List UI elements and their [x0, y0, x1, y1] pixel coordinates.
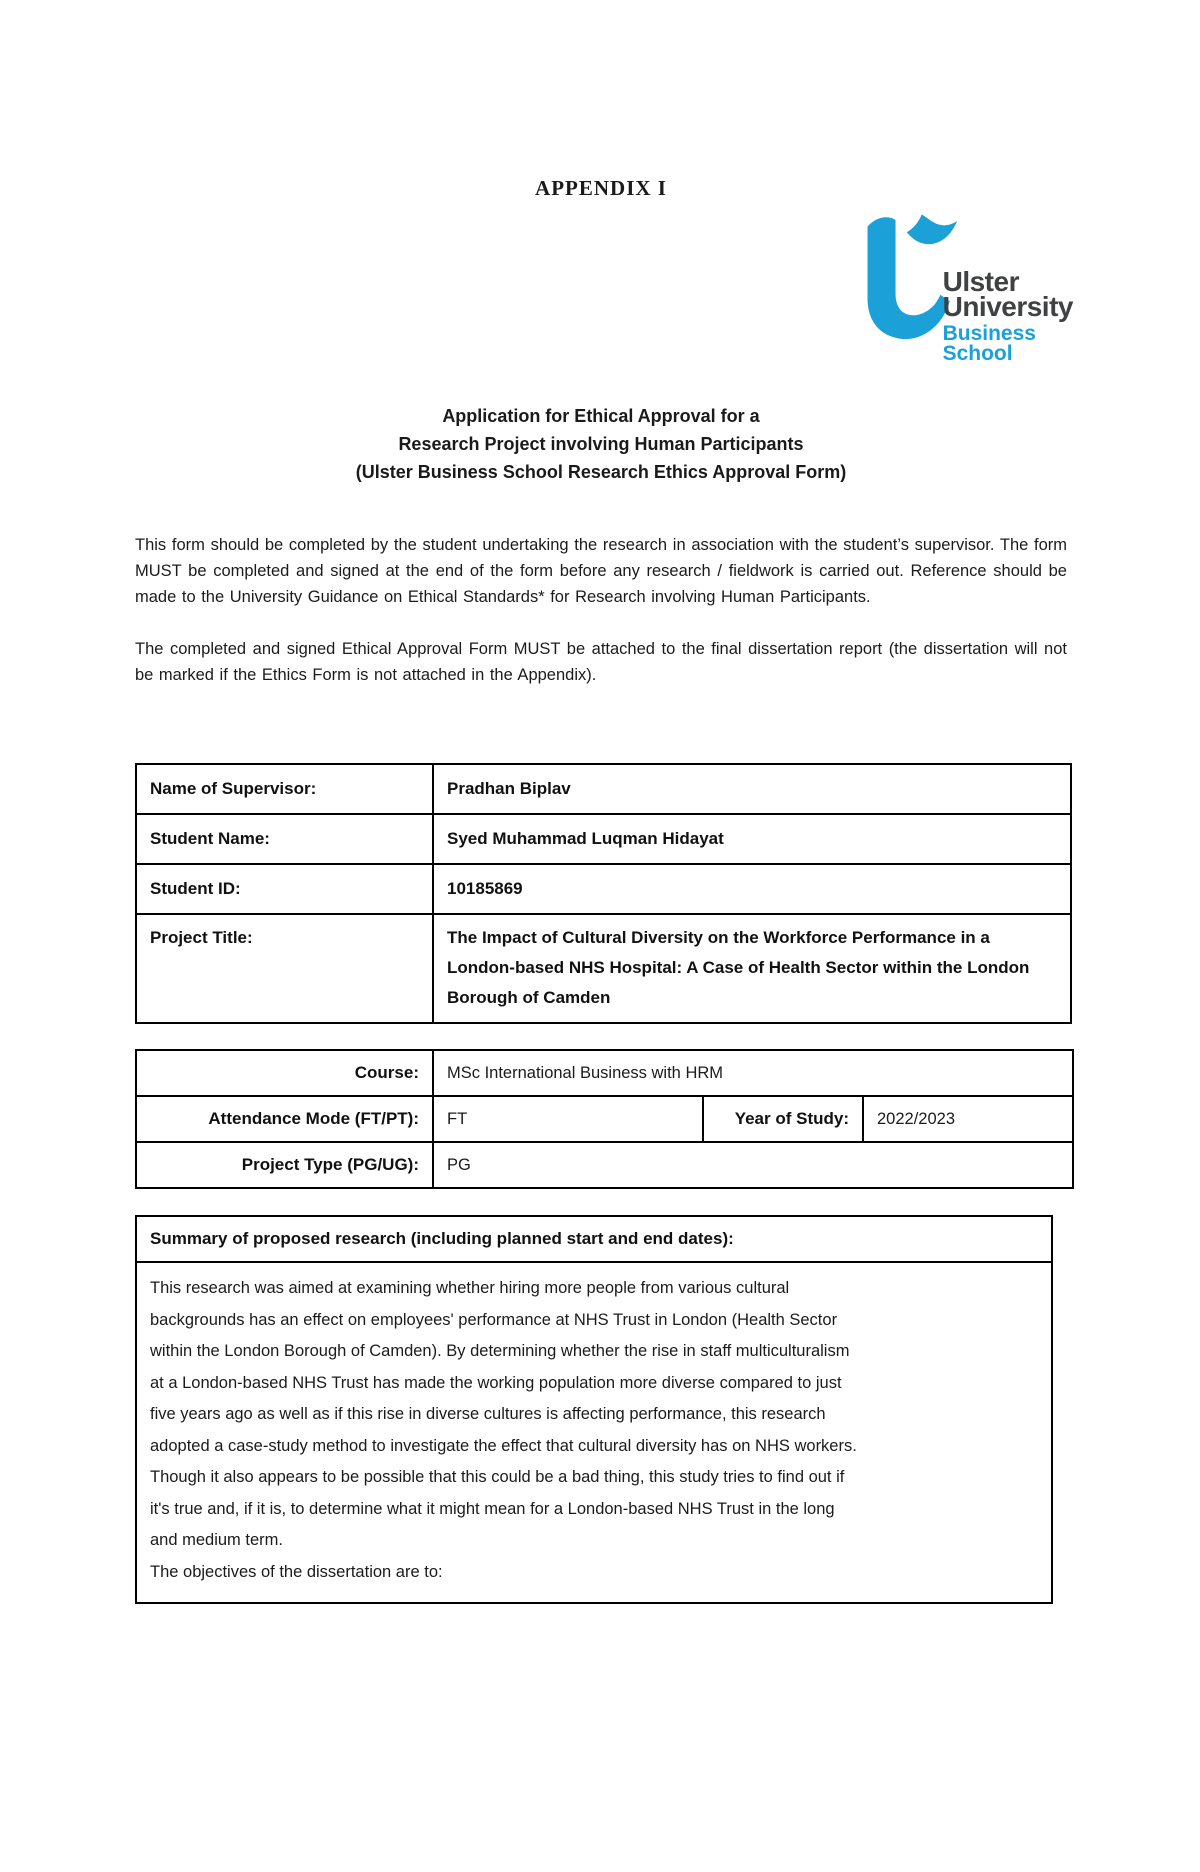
table-row [136, 1142, 1073, 1188]
project-title-label: Project Title: [136, 914, 433, 1023]
table-row [136, 914, 1071, 1023]
table-row [136, 1050, 1073, 1096]
table-row [136, 814, 1071, 864]
appendix-heading: APPENDIX I [535, 176, 667, 200]
course-value: MSc International Business with HRM [433, 1050, 1073, 1096]
logo-brand-name [942, 266, 1073, 322]
course-details-table [135, 1049, 1074, 1189]
summary-line: backgrounds has an effect on employees' performance at NHS Trust in London (Health Sector [150, 1310, 838, 1329]
form-title-line2: Research Project involving Human Participants [398, 434, 804, 454]
logo-school-line1: Business [942, 322, 1036, 345]
project-title-value: The Impact of Cultural Diversity on the Workforce Performance in a London-based NHS Hospital: A Case of Health Sector within the London Borough of Camden [433, 914, 1071, 1023]
summary-line: The objectives of the dissertation are to: [150, 1562, 443, 1581]
summary-line: Though it also appears to be possible that this could be a bad thing, this study tries to find out if [150, 1468, 845, 1486]
logo-name-line2: University [942, 291, 1073, 322]
student-id-value: 10185869 [433, 864, 1071, 914]
table-row [136, 1096, 1073, 1142]
form-title [135, 402, 1067, 486]
attendance-mode-value: FT [433, 1096, 703, 1142]
summary-line: This research was aimed at examining whether hiring more people from various cultural [150, 1279, 790, 1297]
form-title-line3: (Ulster Business School Research Ethics Approval Form) [355, 462, 847, 482]
supervisor-label: Name of Supervisor: [136, 764, 433, 814]
document-page [0, 176, 1200, 1604]
summary-line: and medium term. [150, 1531, 283, 1549]
course-label: Course: [136, 1050, 433, 1096]
summary-section [135, 1215, 1053, 1604]
table-row [136, 864, 1071, 914]
student-name-value: Syed Muhammad Luqman Hidayat [433, 814, 1071, 864]
intro-paragraph-2: The completed and signed Ethical Approval Form MUST be attached to the final dissertation report (the dissertation will not be marked if the Ethics Form is not attached in the Appendix). [135, 640, 1067, 684]
attendance-mode-label: Attendance Mode (FT/PT): [136, 1096, 433, 1142]
supervisor-value: Pradhan Biplav [433, 764, 1071, 814]
student-name-label: Student Name: [136, 814, 433, 864]
year-of-study-value: 2022/2023 [863, 1096, 1073, 1142]
summary-line: five years ago as well as if this rise in diverse cultures is affecting performance, this research [150, 1405, 826, 1423]
summary-line: at a London-based NHS Trust has made the working population more diverse compared to just [150, 1373, 842, 1392]
ulster-university-logo [847, 209, 1073, 364]
summary-line: within the London Borough of Camden). By determining whether the rise in staff multiculturalism [150, 1342, 850, 1360]
summary-heading: Summary of proposed research (including planned start and end dates): [137, 1217, 1051, 1263]
summary-body [137, 1263, 1051, 1602]
summary-line: it's true and, if it is, to determine what it might mean for a London-based NHS Trust in the long [150, 1499, 835, 1518]
logo-name-line1: Ulster [942, 266, 1019, 297]
year-of-study-label: Year of Study: [703, 1096, 863, 1142]
summary-line: adopted a case-study method to investigate the effect that cultural diversity has on NHS workers. [150, 1436, 857, 1455]
project-type-label: Project Type (PG/UG): [136, 1142, 433, 1188]
student-details-table [135, 763, 1072, 1024]
project-type-value: PG [433, 1142, 1073, 1188]
logo-text [943, 209, 1073, 364]
table-row [136, 764, 1071, 814]
student-id-label: Student ID: [136, 864, 433, 914]
logo-school-line2: School [942, 342, 1013, 365]
form-title-line1: Application for Ethical Approval for a [442, 406, 760, 426]
intro-paragraph-1: This form should be completed by the student undertaking the research in association with the student’s supervisor. The form MUST be completed and signed at the end of the form before any research / fieldwork is carried out. Reference should be made to the University Guidance on Ethical Standards* for Research involving Human Participants. [135, 536, 1067, 606]
logo-school-name [943, 324, 1073, 364]
